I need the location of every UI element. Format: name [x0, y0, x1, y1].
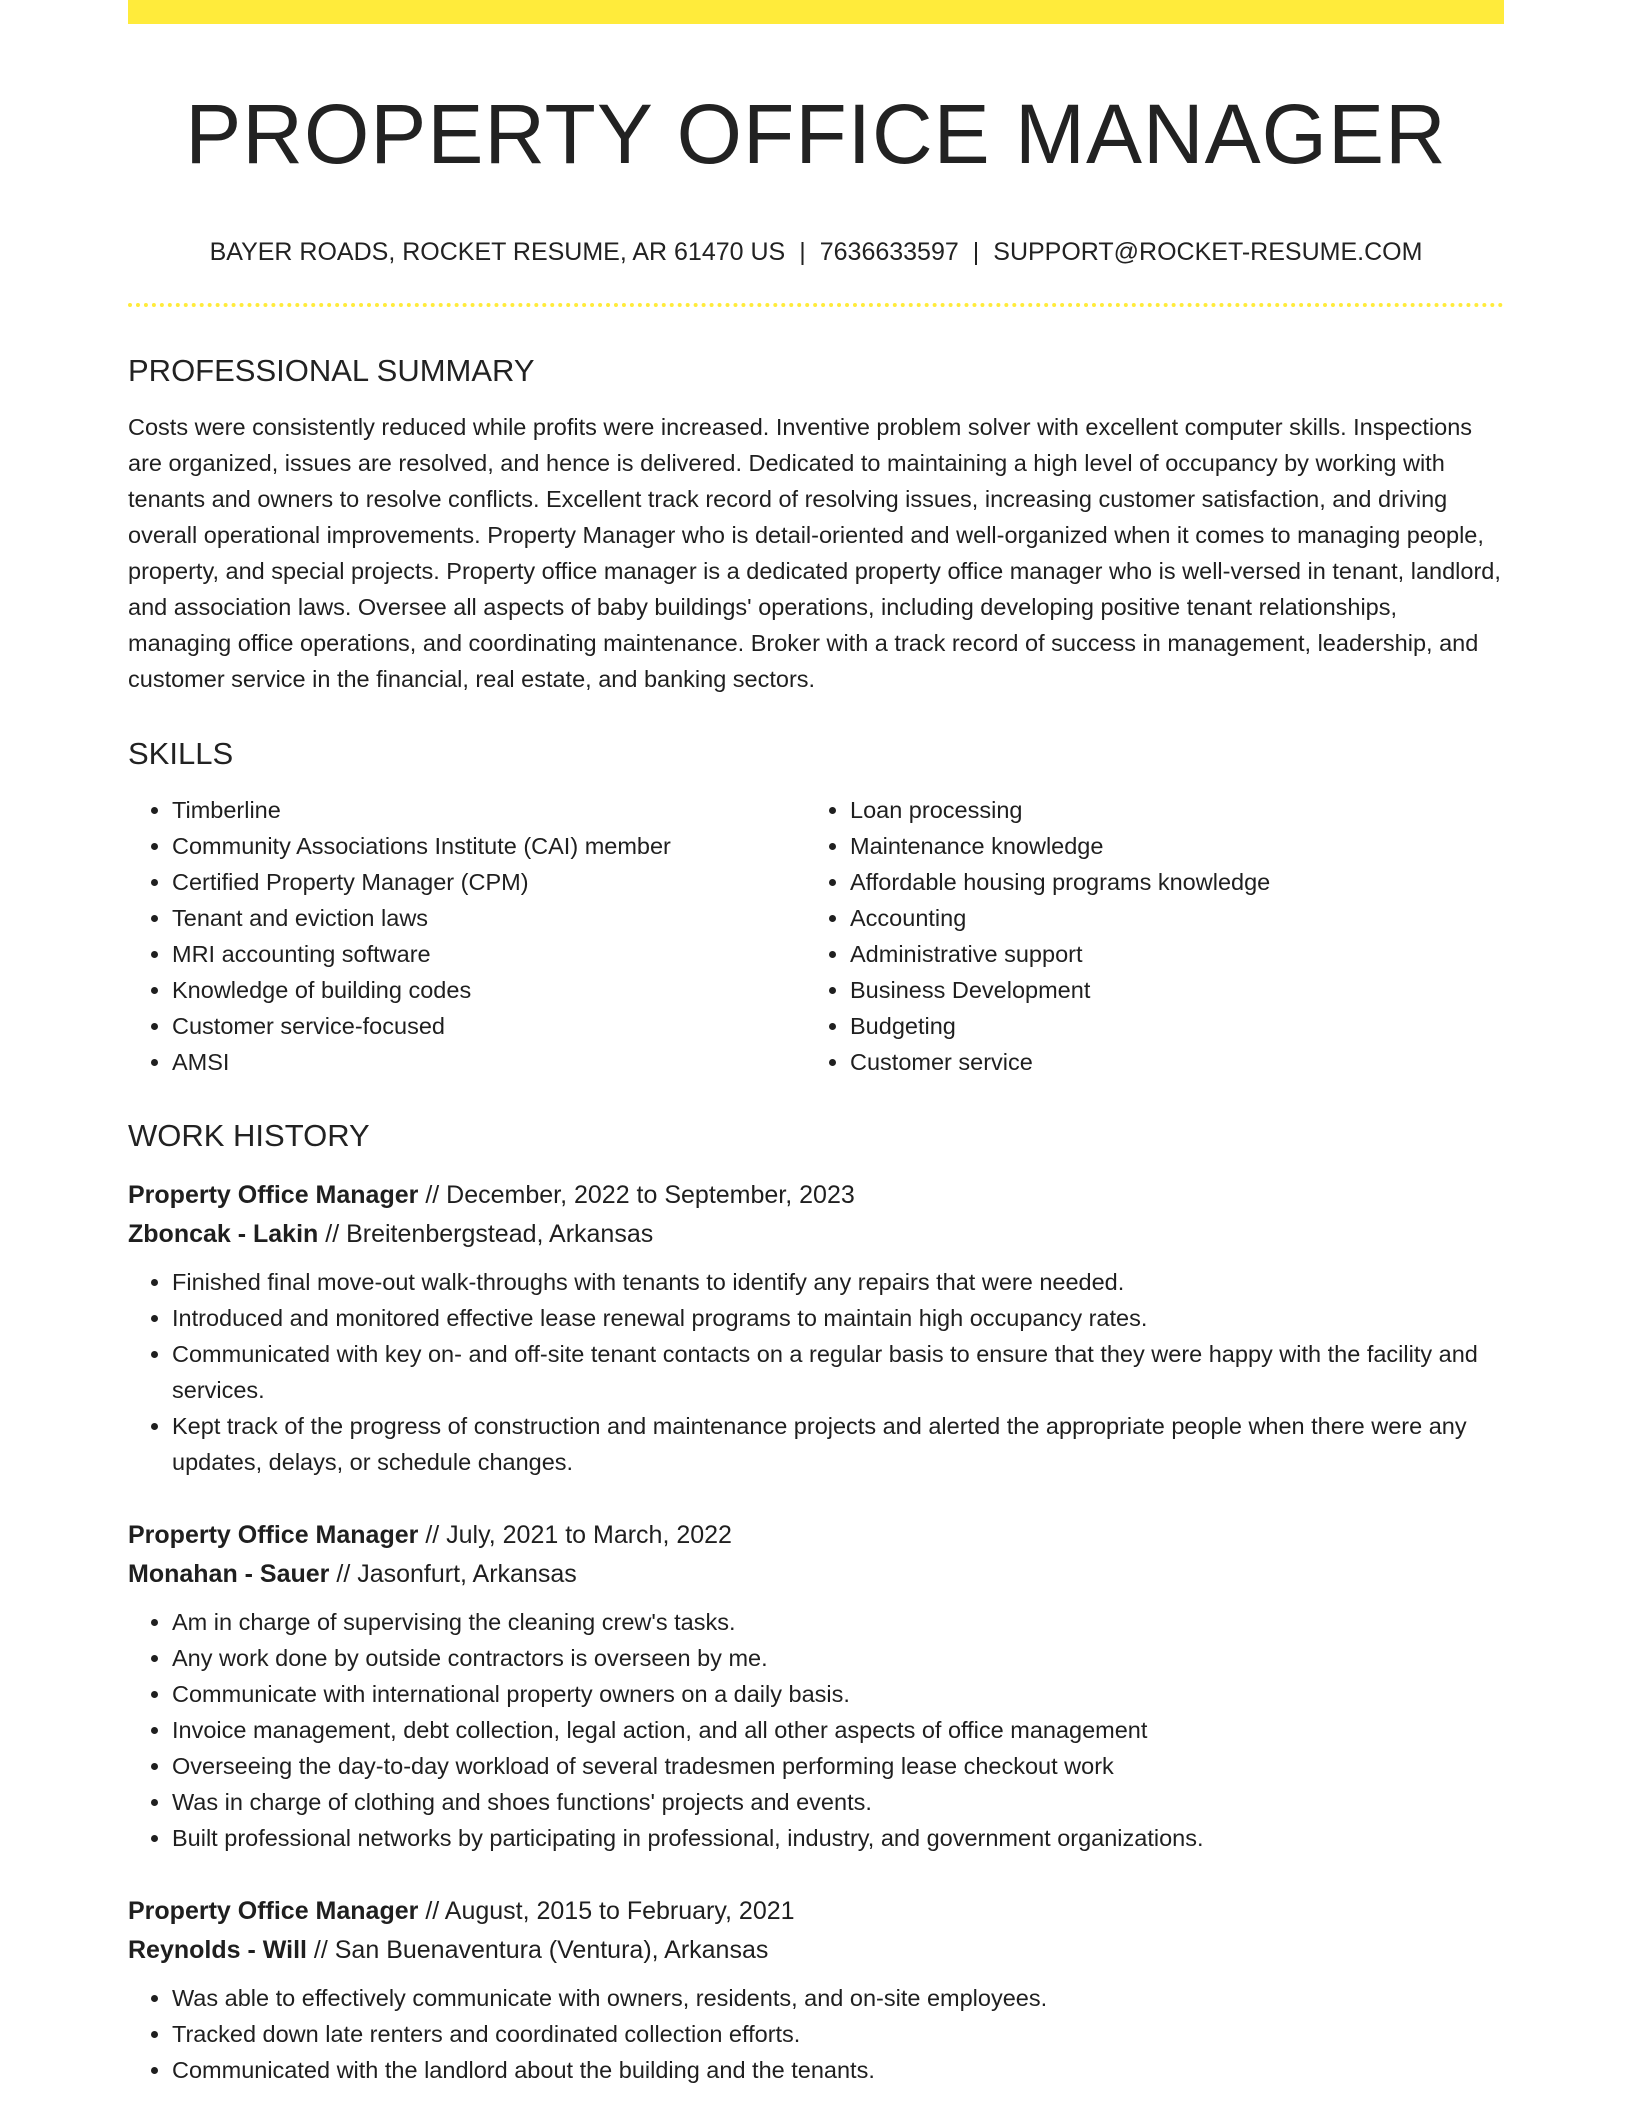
job-dates: // July, 2021 to March, 2022 [425, 1521, 732, 1550]
job-title: Property Office Manager [128, 1897, 419, 1926]
job-location: // Breitenbergstead, Arkansas [325, 1220, 654, 1249]
job-bullet: • Was in charge of clothing and shoes functions' projects and events. [172, 1784, 1504, 1820]
contact-address: BAYER ROADS, ROCKET RESUME, AR 61470 US [209, 237, 786, 266]
skill-item: • Community Associations Institute (CAI) member [172, 828, 806, 864]
summary-text: Costs were consistently reduced while profits were increased. Inventive problem solver with excellent computer skills. Inspections are organized, issues are resolved, and hence is delivered. Dedicated to maintaining a high level of occupancy by working with tenants and owners to resolve conflicts. Excellent track record of resolving issues, increasing customer satisfaction, and driving overall operational improvements. Property Manager who is detail-oriented and well-organized when it comes to managing people, property, and special projects. Property office manager is a dedicated property office manager who is well-versed in tenant, landlord, and association laws. Oversee all aspects of baby buildings' operations, including developing positive tenant relationships, managing office operations, and coordinating maintenance. Broker with a track record of success in management, leadership, and customer service in the financial, real estate, and banking sectors. [128, 413, 1501, 692]
summary-heading: PROFESSIONAL SUMMARY [128, 352, 535, 388]
job-bullet: • Am in charge of supervising the cleaning crew's tasks. [172, 1604, 1504, 1640]
job-bullet: • Communicated with the landlord about the building and the tenants. [172, 2052, 1504, 2088]
job-title: Property Office Manager [128, 1521, 419, 1550]
job-entry [128, 1176, 1504, 1480]
skill-item: • Loan processing [850, 792, 1484, 828]
contact-phone: 7636633597 [819, 237, 959, 266]
job-company-line [128, 1931, 1504, 1970]
job-entry [128, 1892, 1504, 2088]
skill-item: • Maintenance knowledge [850, 828, 1484, 864]
job-bullets [128, 1980, 1504, 2088]
work-history-heading: WORK HISTORY [128, 1118, 370, 1154]
job-dates: // August, 2015 to February, 2021 [425, 1897, 795, 1926]
job-company-line [128, 1555, 1504, 1594]
skill-item: • AMSI [172, 1044, 806, 1080]
skill-item: • Tenant and eviction laws [172, 900, 806, 936]
job-location: // Jasonfurt, Arkansas [336, 1560, 577, 1589]
job-bullets [128, 1264, 1504, 1480]
job-bullet: • Was able to effectively communicate with owners, residents, and on-site employees. [172, 1980, 1504, 2016]
job-bullet: • Overseeing the day-to-day workload of several tradesmen performing lease checkout work [172, 1748, 1504, 1784]
job-bullet: • Communicate with international property owners on a daily basis. [172, 1676, 1504, 1712]
skills-columns [128, 792, 1504, 1080]
skill-item: • Affordable housing programs knowledge [850, 864, 1484, 900]
skill-item: • Customer service [850, 1044, 1484, 1080]
skills-heading: SKILLS [128, 735, 234, 771]
skills-list-right [806, 792, 1484, 1080]
job-title-line [128, 1892, 1504, 1931]
skill-item: • Administrative support [850, 936, 1484, 972]
job-bullet: • Invoice management, debt collection, legal action, and all other aspects of office management [172, 1712, 1504, 1748]
job-bullet: • Kept track of the progress of construction and maintenance projects and alerted the appropriate people when there were any updates, delays, or schedule changes. [172, 1408, 1504, 1480]
skill-item: • Knowledge of building codes [172, 972, 806, 1008]
job-bullet: • Any work done by outside contractors is overseen by me. [172, 1640, 1504, 1676]
job-company-line [128, 1215, 1504, 1254]
job-title: Property Office Manager [128, 1181, 419, 1210]
contact-separator: | [799, 237, 806, 266]
job-title-line [128, 1516, 1504, 1555]
skills-list-left [128, 792, 806, 1080]
contact-separator: | [972, 237, 980, 266]
contact-line [128, 237, 1504, 267]
job-title-line [128, 1176, 1504, 1215]
job-dates: // December, 2022 to September, 2023 [425, 1181, 855, 1210]
job-bullets [128, 1604, 1504, 1856]
job-bullet: • Introduced and monitored effective lease renewal programs to maintain high occupancy rates. [172, 1300, 1504, 1336]
job-bullet: • Communicated with key on- and off-site tenant contacts on a regular basis to ensure that they were happy with the facility and services. [172, 1336, 1504, 1408]
contact-email: SUPPORT@ROCKET-RESUME.COM [993, 237, 1423, 266]
job-bullet: • Finished final move-out walk-throughs with tenants to identify any repairs that were needed. [172, 1264, 1504, 1300]
work-history-list [128, 1176, 1504, 2088]
job-location: // San Buenaventura (Ventura), Arkansas [313, 1936, 769, 1965]
resume-page [128, 0, 1504, 2088]
dotted-divider [128, 303, 1504, 307]
job-company: Monahan - Sauer [128, 1560, 330, 1589]
job-entry [128, 1516, 1504, 1856]
job-bullet: • Built professional networks by participating in professional, industry, and government organizations. [172, 1820, 1504, 1856]
resume-name: PROPERTY OFFICE MANAGER [185, 87, 1447, 181]
job-bullet: • Tracked down late renters and coordinated collection efforts. [172, 2016, 1504, 2052]
skill-item: • MRI accounting software [172, 936, 806, 972]
skill-item: • Customer service-focused [172, 1008, 806, 1044]
accent-top-bar [128, 0, 1504, 24]
skill-item: • Budgeting [850, 1008, 1484, 1044]
job-company: Reynolds - Will [128, 1936, 307, 1965]
skill-item: • Accounting [850, 900, 1484, 936]
skill-item: • Timberline [172, 792, 806, 828]
skill-item: • Business Development [850, 972, 1484, 1008]
job-company: Zboncak - Lakin [128, 1220, 319, 1249]
skill-item: • Certified Property Manager (CPM) [172, 864, 806, 900]
